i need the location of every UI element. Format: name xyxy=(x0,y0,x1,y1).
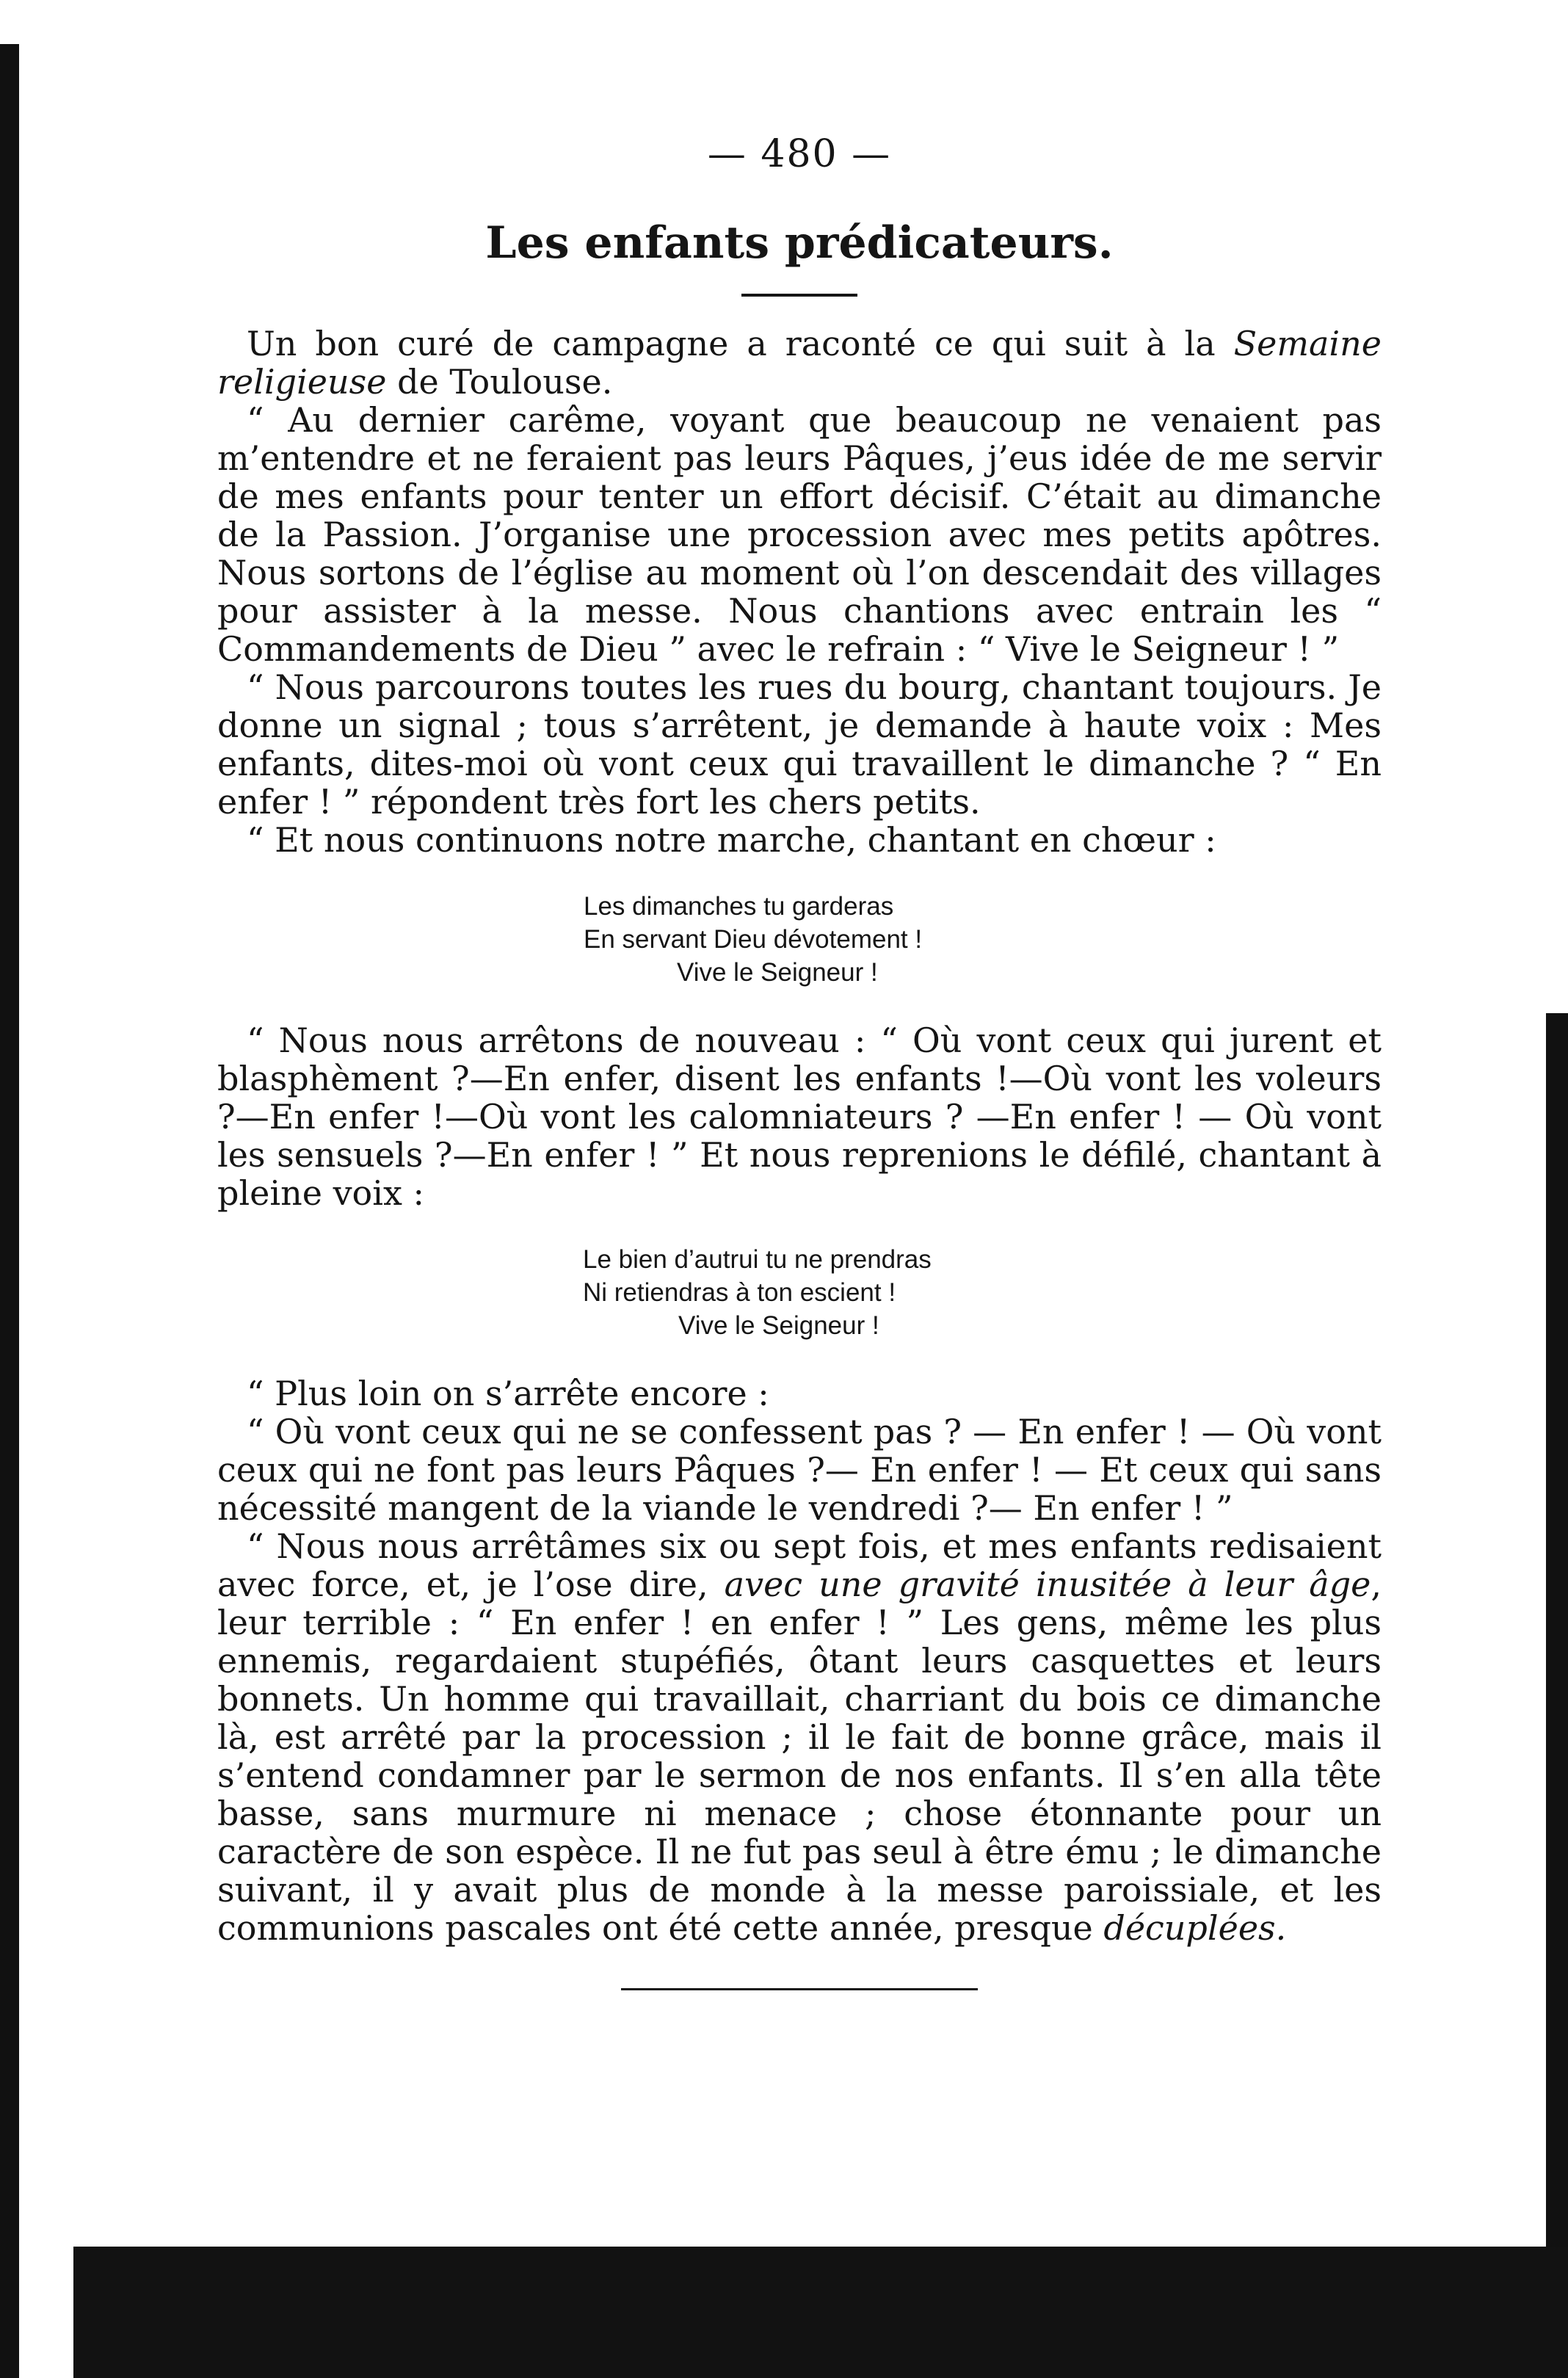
closing-italic-2: décuplées. xyxy=(1103,1908,1287,1948)
journal-name: Semaine religieuse xyxy=(217,324,1382,402)
paragraph: “ Où vont ceux qui ne se confessent pas ? — En enfer ! — Où vont ceux qui ne font pas leurs Pâques ?— En enfer ! — Et ceux qui sans nécessité mangent de la viande le vendredi ?— En enfer ! ” xyxy=(217,1412,1382,1528)
scan-bottom-band xyxy=(73,2247,1568,2378)
intro-text-after: de Toulouse. xyxy=(386,362,613,402)
paragraph: “ Nous parcourons toutes les rues du bourg, chantant toujours. Je donne un signal ; tous s’arrêtent, je demande à haute voix : Mes enfants, dites-moi où vont ceux qui travaillent le dimanche ? “ En enfer ! ” répondent très fort les chers petits. xyxy=(217,667,1382,822)
page xyxy=(217,132,1382,1990)
closing-italic-1: avec une gravité inusitée à leur âge xyxy=(724,1565,1371,1604)
closing-paragraph xyxy=(217,1527,1382,1947)
intro-paragraph xyxy=(217,325,1382,401)
paragraph: “ Nous nous arrêtons de nouveau : “ Où vont ceux qui jurent et blasphèment ?—En enfer, disent les enfants !—Où vont les voleurs ?—En enfer !—Où vont les calomniateurs ? —En enfer ! — Où vont les sensuels ?—En enfer ! ” Et nous reprenions le défilé, chantant à pleine voix : xyxy=(217,1021,1382,1213)
intro-text-before: Un bon curé de campagne a raconté ce qui suit à la xyxy=(247,324,1234,363)
verse-line: Ni retiendras à ton escient ! xyxy=(583,1278,896,1307)
closing-text-1: “ Nous nous arrêtâmes six ou sept fois, et mes enfants redisaient avec force, et, je l’ose dire, xyxy=(217,1526,1382,1604)
end-rule xyxy=(621,1988,978,1990)
paragraph: “ Plus loin on s’arrête encore : xyxy=(247,1374,769,1413)
paragraph: “ Et nous continuons notre marche, chantant en chœur : xyxy=(247,820,1216,860)
scan-left-edge xyxy=(0,44,19,2378)
verse-block-1 xyxy=(217,890,1382,989)
paragraph: “ Au dernier carême, voyant que beaucoup ne venaient pas m’entendre et ne feraient pas leurs Pâques, j’eus idée de me servir de mes enfants pour tenter un effort décisif. C’était au dimanche de la Passion. J’organise une procession avec mes petits apôtres. Nous sortons de l’église au moment où l’on descendait des villages pour assister à la messe. Nous chantions avec entrain les “ Commandements de Dieu ” avec le refrain : “ Vive le Seigneur ! ” xyxy=(217,400,1382,669)
verse-line: En servant Dieu dévotement ! xyxy=(584,925,923,954)
title-rule xyxy=(741,294,857,297)
verse-line: Vive le Seigneur ! xyxy=(678,1311,879,1340)
verse-line: Le bien d’autrui tu ne prendras xyxy=(583,1245,932,1274)
verse-block-2 xyxy=(217,1243,1382,1342)
article-title: Les enfants prédicateurs. xyxy=(485,217,1114,269)
article-body xyxy=(217,325,1382,1947)
page-number: — 480 — xyxy=(707,132,892,176)
scan-right-edge xyxy=(1546,1013,1568,2261)
verse-line: Vive le Seigneur ! xyxy=(677,958,878,987)
verse-line: Les dimanches tu garderas xyxy=(584,892,894,921)
closing-text-2: , leur terrible : “ En enfer ! en enfer ! ” Les gens, même les plus ennemis, regardaient stupéfiés, ôtant leurs casquettes et leurs bonnets. Un homme qui travaillait, charriant du bois ce dimanche là, est arrêté par la procession ; il le fait de bonne grâce, mais il s’entend condamner par le sermon de nos enfants. Il s’en alla tête basse, sans murmure ni menace ; chose étonnante pour un caractère de son espèce. Il ne fut pas seul à être ému ; le dimanche suivant, il y avait plus de monde à la messe paroissiale, et les communions pascales ont été cette année, presque xyxy=(217,1565,1382,1948)
